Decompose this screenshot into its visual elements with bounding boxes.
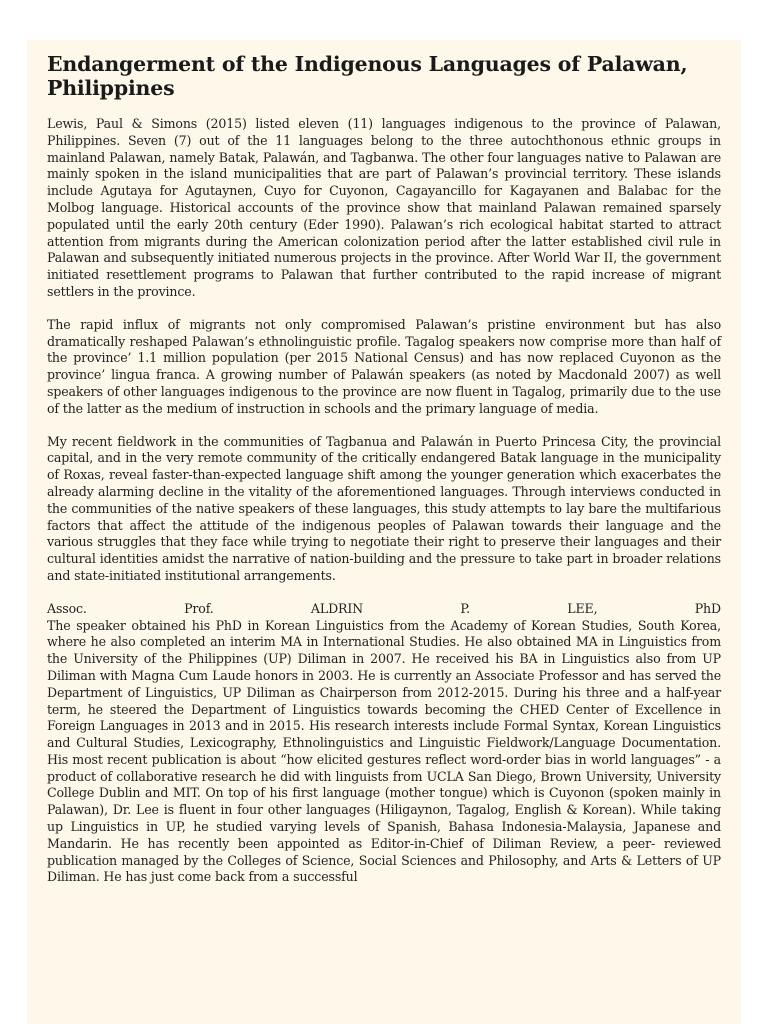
document-page bbox=[27, 40, 741, 1024]
speaker-name-part: Prof. bbox=[184, 600, 214, 616]
paragraph-2: The rapid influx of migrants not only compromised Palawan’s pristine environment but has also dramatically reshaped Palawan’s ethnolinguistic profile. Tagalog speakers now comprise more than half of the province’ 1.1 million population (per 2015 National Census) and has now replaced Cuyonon as the province’ lingua franca. A growing number of Palawán speakers (as noted by Macdonald 2007) as well speakers of other languages indigenous to the province are now fluent in Tagalog, primarily due to the use of the latter as the medium of instruction in schools and the primary language of media. bbox=[47, 316, 721, 416]
speaker-name-part: PhD bbox=[694, 600, 721, 616]
speaker-name-line bbox=[47, 601, 721, 618]
document-title: Endangerment of the Indigenous Languages of Palawan, Philippines bbox=[47, 52, 688, 100]
speaker-name-part: LEE, bbox=[567, 600, 598, 616]
speaker-name-part: ALDRIN bbox=[310, 600, 364, 616]
speaker-name-part: Assoc. bbox=[47, 600, 87, 616]
paragraph-3: My recent fieldwork in the communities of Tagbanua and Palawán in Puerto Princesa City, the provincial capital, and in the very remote community of the critically endangered Batak language in the municipality of Roxas, reveal faster-than-expected language shift among the younger generation which exacerbates the already alarming decline in the vitality of the aforementioned languages. Through interviews conducted in the communities of the native speakers of these languages, this study attempts to lay bare the multifarious factors that affect the attitude of the indigenous peoples of Palawan towards their language and the various struggles that they face while trying to negotiate their right to preserve their languages and their cultural identities amidst the narrative of nation-building and the pressure to take part in broader relations and state-initiated institutional arrangements. bbox=[47, 433, 721, 583]
speaker-bio: The speaker obtained his PhD in Korean Linguistics from the Academy of Korean Studies, South Korea, where he also completed an interim MA in International Studies. He also obtained MA in Linguistics from the University of the Philippines (UP) Diliman in 2007. He received his BA in Linguistics also from UP Diliman with Magna Cum Laude honors in 2003. He is currently an Associate Professor and has served the Department of Linguistics, UP Diliman as Chairperson from 2012-2015. During his three and a half-year term, he steered the Department of Linguistics towards becoming the CHED Center of Excellence in Foreign Languages in 2013 and in 2015. His research interests include Formal Syntax, Korean Linguistics and Cultural Studies, Lexicography, Ethnolinguistics and Linguistic Fieldwork/Language Documentation. His most recent publication is about “how elicited gestures reflect word-order bias in world languages” - a product of collaborative research he did with linguists from UCLA San Diego, Brown University, University College Dublin and MIT. On top of his first language (mother tongue) which is Cuyonon (spoken mainly in Palawan), Dr. Lee is fluent in four other languages (Hiligaynon, Tagalog, English & Korean). While taking up Linguistics in UP, he studied varying levels of Spanish, Bahasa Indonesia-Malaysia, Japanese and Mandarin. He has recently been appointed as Editor-in-Chief of Diliman Review, a peer- reviewed publication managed by the Colleges of Science, Social Sciences and Philosophy, and Arts & Letters of UP Diliman. He has just come back from a successful bbox=[47, 617, 721, 885]
speaker-name-part: P. bbox=[460, 600, 470, 616]
paragraph-1: Lewis, Paul & Simons (2015) listed eleven (11) languages indigenous to the province of Palawan, Philippines. Seven (7) out of the 11 languages belong to the three autochthonous ethnic groups in mainland Palawan, namely Batak, Palawán, and Tagbanwa. The other four languages native to Palawan are mainly spoken in the island municipalities that are part of Palawan’s provincial territory. These islands include Agutaya for Agutaynen, Cuyo for Cuyonon, Cagayancillo for Kagayanen and Balabac for the Molbog language. Historical accounts of the province show that mainland Palawan remained sparsely populated until the early 20th century (Eder 1990). Palawan’s rich ecological habitat started to attract attention from migrants during the American colonization period after the latter established civil rule in Palawan and subsequently initiated numerous projects in the province. After World War II, the government initiated resettlement programs to Palawan that further contributed to the rapid increase of migrant settlers in the province. bbox=[47, 116, 721, 299]
document-content bbox=[27, 40, 741, 886]
